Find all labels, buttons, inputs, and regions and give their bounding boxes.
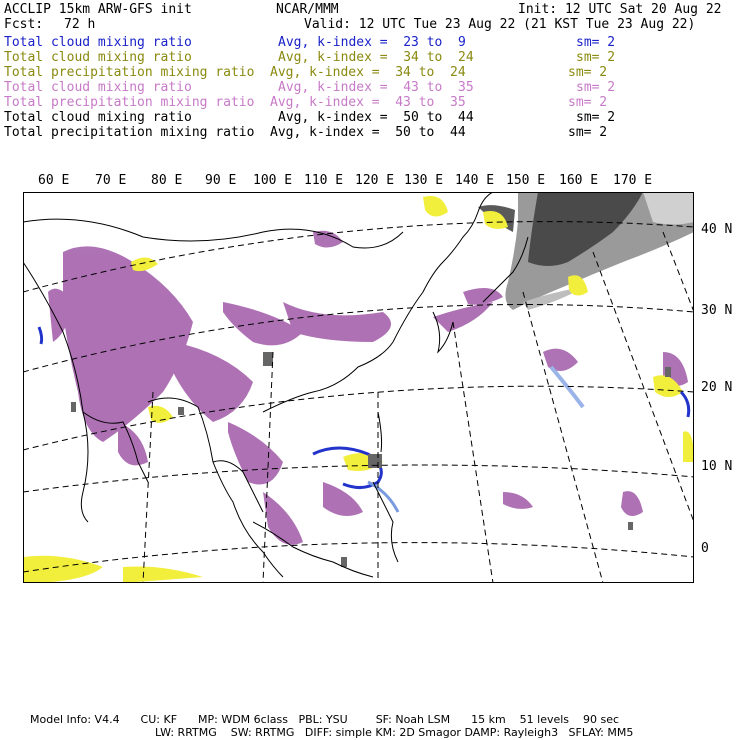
org-label: NCAR/MMM <box>276 2 339 17</box>
field-sm: sm= 2 <box>576 80 616 95</box>
init-time: Init: 12 UTC Sat 20 Aug 22 <box>518 2 722 17</box>
field-sm: sm= 2 <box>568 95 608 110</box>
lon-label: 90 E <box>205 173 237 188</box>
lon-label: 60 E <box>38 173 70 188</box>
lat-label: 30 N <box>701 303 733 318</box>
lon-label: 160 E <box>559 173 599 188</box>
field-avg: Avg, k-index = 43 to 35 <box>278 80 474 95</box>
forecast-map <box>23 192 694 583</box>
lat-label: 10 N <box>701 459 733 474</box>
field-name: Total precipitation mixing ratio <box>4 65 255 80</box>
field-avg: Avg, k-index = 23 to 9 <box>278 35 466 50</box>
forecast-hours: 72 h <box>64 17 96 32</box>
lon-label: 110 E <box>304 173 344 188</box>
field-name: Total cloud mixing ratio <box>4 35 192 50</box>
model-info-line2: LW: RRTMG SW: RRTMG DIFF: simple KM: 2D Smagor DAMP: Rayleigh3 SFLAY: MM5 <box>155 726 634 739</box>
lon-label: 170 E <box>613 173 653 188</box>
field-avg: Avg, k-index = 34 to 24 <box>270 65 466 80</box>
field-name: Total cloud mixing ratio <box>4 80 192 95</box>
lon-label: 140 E <box>455 173 495 188</box>
field-name: Total cloud mixing ratio <box>4 50 192 65</box>
field-name: Total cloud mixing ratio <box>4 110 192 125</box>
field-avg: Avg, k-index = 50 to 44 <box>270 125 466 140</box>
field-avg: Avg, k-index = 34 to 24 <box>278 50 474 65</box>
lon-label: 150 E <box>506 173 546 188</box>
field-avg: Avg, k-index = 43 to 35 <box>270 95 466 110</box>
field-sm: sm= 2 <box>576 110 616 125</box>
field-sm: sm= 2 <box>568 65 608 80</box>
lon-label: 100 E <box>253 173 293 188</box>
lon-label: 70 E <box>95 173 127 188</box>
lat-label: 0 <box>701 541 709 556</box>
lon-label: 120 E <box>355 173 395 188</box>
model-title: ACCLIP 15km ARW-GFS init <box>4 2 192 17</box>
field-name: Total precipitation mixing ratio <box>4 125 255 140</box>
lat-label: 40 N <box>701 222 733 237</box>
field-name: Total precipitation mixing ratio <box>4 95 255 110</box>
valid-time: Valid: 12 UTC Tue 23 Aug 22 (21 KST Tue 23 Aug 22) <box>304 17 696 32</box>
forecast-label: Fcst: <box>4 17 44 32</box>
model-info-line1: Model Info: V4.4 CU: KF MP: WDM 6class PBL: YSU SF: Noah LSM 15 km 51 levels 90 sec <box>30 713 620 726</box>
field-sm: sm= 2 <box>568 125 608 140</box>
field-sm: sm= 2 <box>576 35 616 50</box>
lon-label: 130 E <box>404 173 444 188</box>
field-sm: sm= 2 <box>576 50 616 65</box>
field-avg: Avg, k-index = 50 to 44 <box>278 110 474 125</box>
lon-label: 80 E <box>151 173 183 188</box>
lat-label: 20 N <box>701 380 733 395</box>
